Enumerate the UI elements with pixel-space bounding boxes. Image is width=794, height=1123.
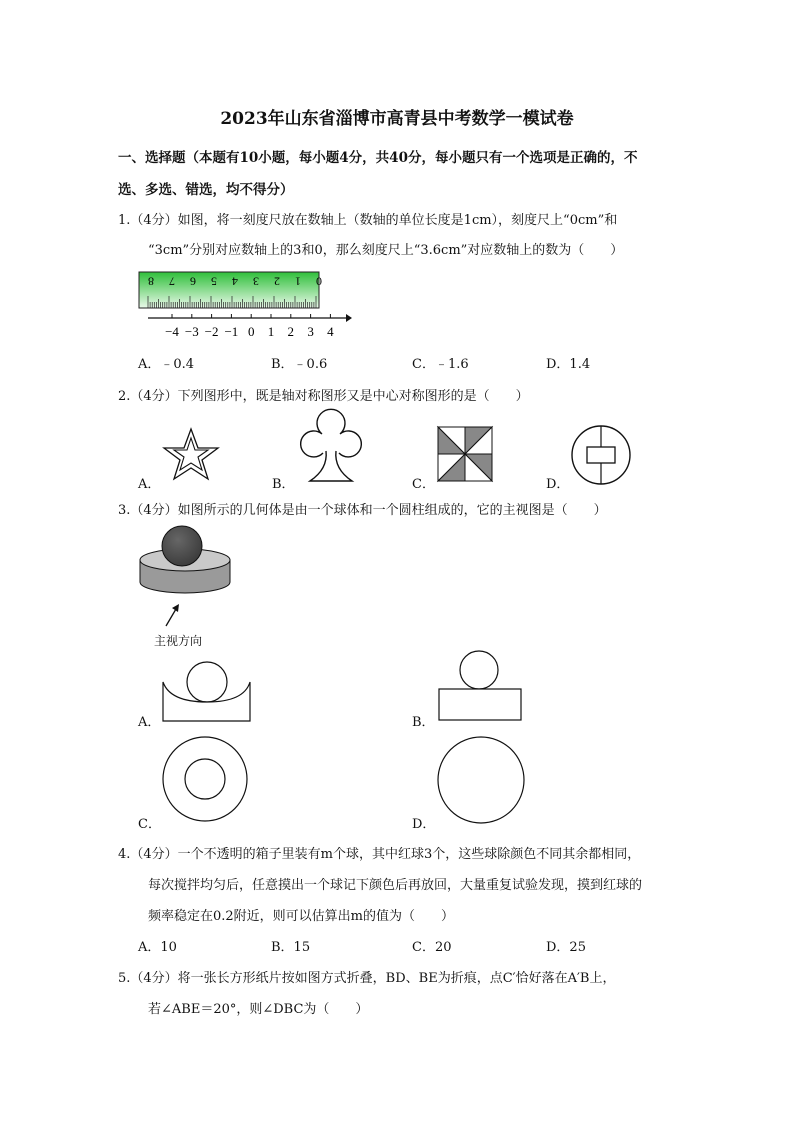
ruler-digit: 7 xyxy=(169,274,175,289)
ruler-digit: 0 xyxy=(316,274,322,289)
q2-option-c[interactable]: C． xyxy=(412,477,435,492)
q4-text-line1: 4.（4分）一个不透明的箱子里装有m个球，其中红球3个，这些球除颜色不同其余都相同， xyxy=(118,847,641,862)
q3-option-a-figure xyxy=(162,660,252,722)
ruler-digit: 3 xyxy=(253,274,259,289)
q4-option-d[interactable]: D．25 xyxy=(546,940,586,955)
ruler-body xyxy=(139,272,319,308)
q2-option-a[interactable]: A． xyxy=(138,477,161,492)
q3-option-b-figure xyxy=(437,650,523,724)
q4-text-line2: 每次搅拌均匀后，任意摸出一个球记下颜色后再放回，大量重复试验发现，摸到红球的 xyxy=(148,878,643,893)
q2-star-figure xyxy=(160,426,222,486)
ruler-digit: 5 xyxy=(211,274,217,289)
q1-option-a[interactable]: A．﹣0.4 xyxy=(138,357,195,372)
section-heading-line1: 一、选择题（本题有10小题，每小题4分，共40分，每小题只有一个选项是正确的，不 xyxy=(118,150,638,166)
q3-option-d-figure xyxy=(437,736,525,824)
axis-label: 2 xyxy=(287,324,295,339)
q2-club-figure xyxy=(296,413,366,485)
q2-circle-rect-figure xyxy=(570,424,632,486)
ruler-digit: 1 xyxy=(295,274,301,289)
ruler-digit: 2 xyxy=(274,274,280,289)
ruler-digit: 8 xyxy=(148,274,154,289)
q2-option-b[interactable]: B． xyxy=(272,477,295,492)
q4-option-a[interactable]: A．10 xyxy=(138,940,177,955)
axis-label: 4 xyxy=(327,324,334,339)
section-heading-line2: 选、多选、错选，均不得分） xyxy=(118,182,294,198)
ruler-digit: 4 xyxy=(232,274,238,289)
q3-option-a[interactable]: A． xyxy=(138,715,161,730)
axis-label: −1 xyxy=(224,324,239,339)
number-line-arrow xyxy=(346,314,352,322)
q1-text-line2: “3cm”分别对应数轴上的3和0，那么刻度尺上“3.6cm”对应数轴上的数为（ ） xyxy=(148,243,624,258)
q1-option-b[interactable]: B．﹣0.6 xyxy=(271,357,328,372)
q5-text-line1: 5.（4分）将一张长方形纸片按如图方式折叠，BD、BE为折痕，点C′恰好落在A′B上， xyxy=(118,971,616,986)
q2-option-d[interactable]: D． xyxy=(546,477,570,492)
q3-option-b[interactable]: B． xyxy=(412,715,435,730)
q1-option-c[interactable]: C．﹣1.6 xyxy=(412,357,469,372)
q2-text: 2.（4分）下列图形中，既是轴对称图形又是中心对称图形的是（ ） xyxy=(118,389,529,404)
axis-label: 1 xyxy=(267,324,275,339)
q1-text-line1: 1.（4分）如图，将一刻度尺放在数轴上（数轴的单位长度是1cm），刻度尺上“0cm”和 xyxy=(118,213,618,228)
q4-text-line3: 频率稳定在0.2附近，则可以估算出m的值为（ ） xyxy=(148,909,455,924)
q2-pinwheel-figure xyxy=(436,425,494,485)
q3-option-c-figure xyxy=(162,736,248,822)
ruler-digits xyxy=(148,274,322,288)
q3-view-direction-label: 主视方向 xyxy=(154,634,203,648)
axis-label: −4 xyxy=(165,324,179,339)
q3-text: 3.（4分）如图所示的几何体是由一个球体和一个圆柱组成的，它的主视图是（ ） xyxy=(118,503,607,518)
q1-ruler-figure xyxy=(138,268,358,340)
axis-label: −2 xyxy=(204,324,219,339)
ruler-digit: 6 xyxy=(190,274,196,289)
q1-option-d[interactable]: D．1.4 xyxy=(546,357,591,372)
q3-option-c[interactable]: C． xyxy=(138,817,161,832)
axis-label: −3 xyxy=(184,324,199,339)
q4-option-c[interactable]: C．20 xyxy=(412,940,452,955)
q4-option-b[interactable]: B．15 xyxy=(271,940,311,955)
q5-text-line2: 若∠ABE＝20°，则∠DBC为（ ） xyxy=(148,1002,369,1017)
q3-option-d[interactable]: D． xyxy=(412,817,436,832)
q3-solid-figure xyxy=(138,522,233,632)
axis-label: 0 xyxy=(247,324,255,339)
page-title: 2023年山东省淄博市高青县中考数学一模试卷 xyxy=(220,109,574,129)
axis-label: 3 xyxy=(307,324,314,339)
